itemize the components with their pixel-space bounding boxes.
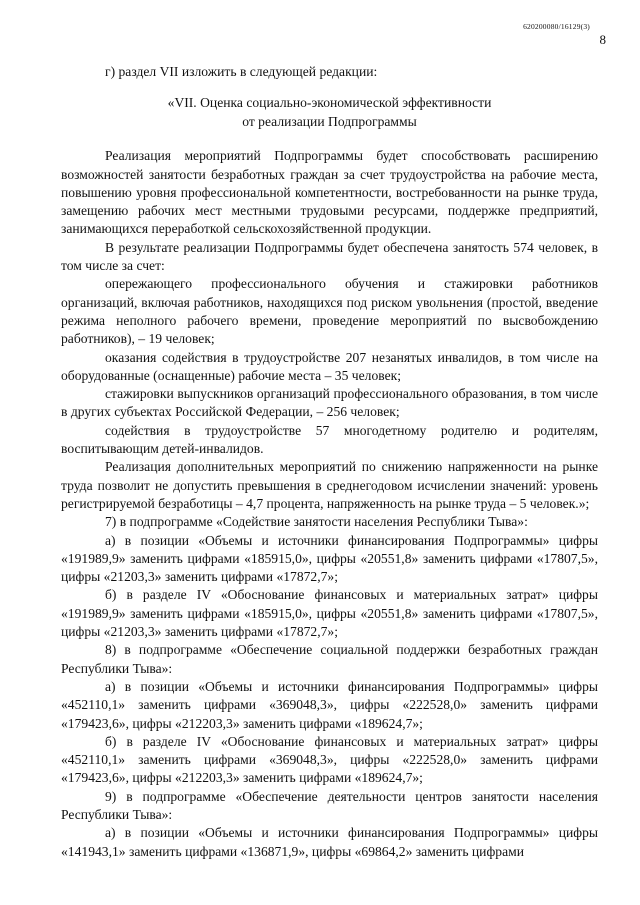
paragraph: 7) в подпрограмме «Содействие занятости населения Республики Тыва»: bbox=[105, 514, 528, 530]
paragraph: а) в позиции «Объемы и источники финансирования Подпрограммы» цифры «452110,1» заменить цифрами «369048,3», цифры «222528,0» заменить цифрами «179423,6», цифры «212203,3» заменить цифрами «189624,7»; bbox=[61, 678, 598, 731]
paragraph: Реализация мероприятий Подпрограммы будет способствовать расширению возможностей занятости безработных граждан за счет трудоустройства на рабочие места, повышению уровня профессиональной компетентности, востребованности на рынке труда, замещению рабочих мест местными трудовыми ресурсами, поддержке предприятий, занимающихся переработкой сельскохозяйственной продукции. bbox=[61, 148, 598, 237]
paragraph: 8) в подпрограмме «Обеспечение социальной поддержки безработных граждан Республики Тыва»: bbox=[61, 642, 598, 676]
paragraph: Реализация дополнительных мероприятий по снижению напряженности на рынке труда позволит не допустить превышения в среднегодовом исчислении значений: уровень регистрируемой безработицы – 4,7 процента, напряженность на рынке труда – 5 человек.»; bbox=[61, 459, 598, 511]
paragraph: 9) в подпрограмме «Обеспечение деятельности центров занятости населения Республики Тыва»: bbox=[61, 788, 598, 822]
section-heading-line-2: от реализации Подпрограммы bbox=[242, 114, 417, 130]
section-heading-line-1: «VII. Оценка социально-экономической эффективности bbox=[167, 95, 492, 111]
section-heading bbox=[61, 93, 598, 131]
paragraph: а) в позиции «Объемы и источники финансирования Подпрограммы» цифры «141943,1» заменить цифрами «136871,9», цифры «69864,2» заменить цифрами bbox=[61, 825, 598, 859]
intro-paragraph: г) раздел VII изложить в следующей редакции: bbox=[105, 64, 378, 79]
paragraph: а) в позиции «Объемы и источники финансирования Подпрограммы» цифры «191989,9» заменить цифрами «185915,0», цифры «20551,8» заменить цифрами «17807,5», цифры «21203,3» заменить цифрами «17872,7»; bbox=[61, 532, 598, 585]
paragraph: стажировки выпускников организаций профессионального образования, в том числе в других субъектах Российской Федерации, – 256 человек; bbox=[61, 386, 598, 420]
paragraph: оказания содействия в трудоустройстве 207 незанятых инвалидов, в том числе на оборудованные (оснащенные) рабочие места – 35 человек; bbox=[61, 349, 598, 383]
paragraph: содействия в трудоустройстве 57 многодетному родителю и родителям, воспитывающим детей-инвалидов. bbox=[61, 422, 598, 457]
paragraph: б) в разделе IV «Обоснование финансовых и материальных затрат» цифры «452110,1» заменить цифрами «369048,3», цифры «222528,0» заменить цифрами «179423,6», цифры «212203,3» заменить цифрами «189624,7»; bbox=[61, 733, 598, 786]
paragraph: б) в разделе IV «Обоснование финансовых и материальных затрат» цифры «191989,9» заменить цифрами «185915,0», цифры «20551,8» заменить цифрами «17807,5», цифры «21203,3» заменить цифрами «17872,7»; bbox=[61, 587, 598, 640]
paragraph: опережающего профессионального обучения и стажировки работников организаций, включая работников, находящихся под риском увольнения (простой, введение режима неполного рабочего времени, проведение мероприятий по высвобождению работников), – 19 человек; bbox=[61, 276, 598, 347]
document-body bbox=[61, 63, 598, 861]
paragraph: В результате реализации Подпрограммы будет обеспечена занятость 574 человек, в том числе за счет: bbox=[61, 239, 598, 274]
document-code: 620200080/16129(3) bbox=[523, 22, 590, 31]
page-number: 8 bbox=[599, 32, 606, 47]
